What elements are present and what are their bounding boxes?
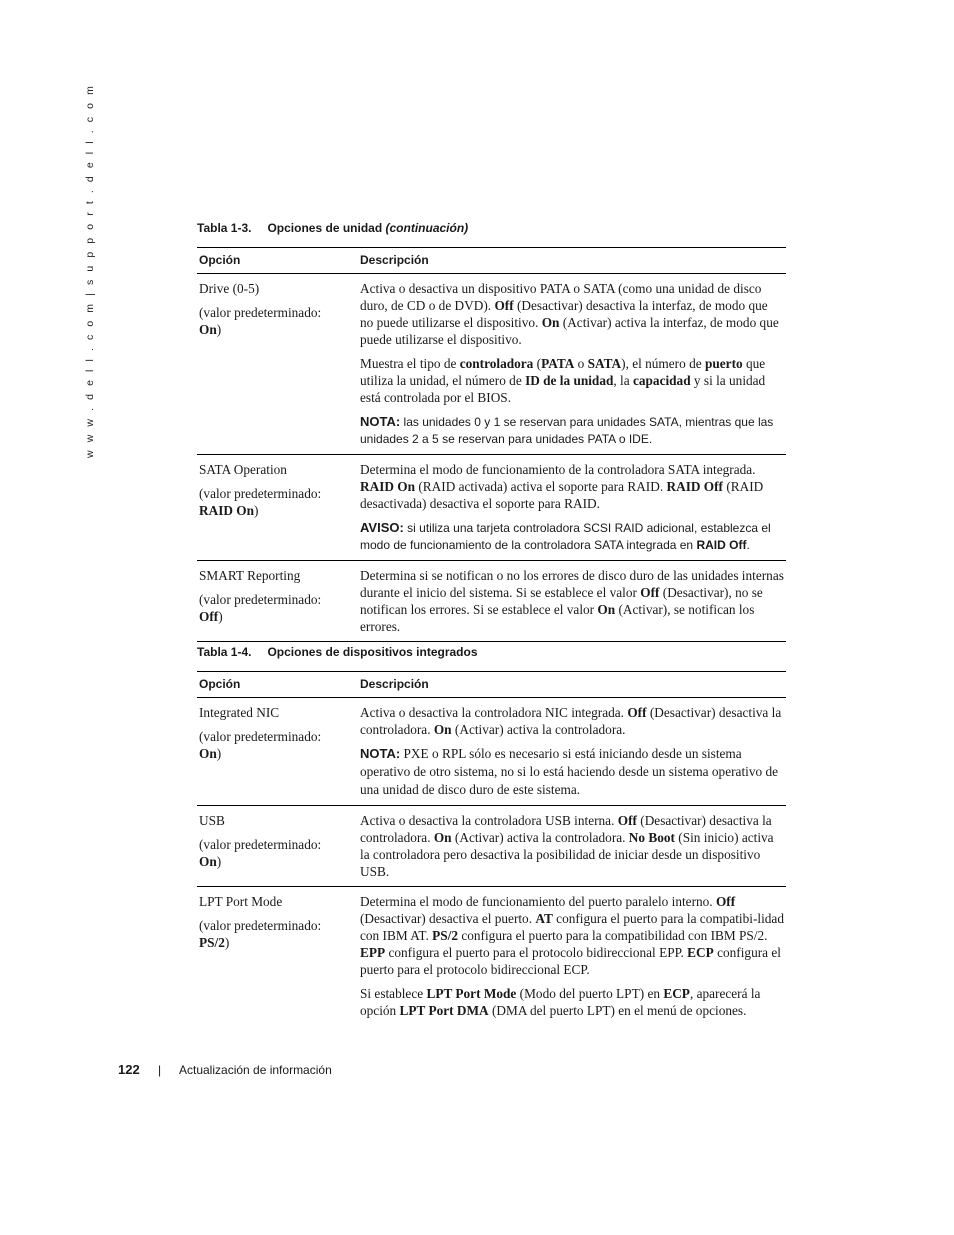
description-cell — [358, 806, 786, 887]
warning-note: AVISO: si utiliza una tarjeta controladora SCSI RAID adicional, establezca el modo de funcionamiento de la controladora SATA integrada en RAID Off. — [360, 520, 771, 552]
table2-col-option: Opción — [197, 672, 358, 698]
option-name: USB — [199, 813, 225, 828]
table1-col-description: Descripción — [358, 248, 786, 274]
table2-number: Tabla 1-4. — [197, 645, 252, 659]
description-para: Determina si se notifican o no los errores de disco duro de las unidades internas durante el inicio del sistema. Si se establece el valor Off (Desactivar), no se notifican los errores. Si se establece el valor On (Activar), se notifican los errores. — [360, 568, 784, 634]
description-para: Activa o desactiva la controladora USB interna. Off (Desactivar) desactiva la controladora. On (Activar) activa la controladora. No Boot (Sin inicio) activa la controladora pero desactiva la posibilidad de iniciar desde un dispositivo USB. — [360, 813, 774, 879]
default-value: On — [199, 322, 217, 337]
table-row — [197, 274, 786, 455]
option-default: (valor predeterminado: On) — [199, 729, 322, 761]
description-cell — [358, 455, 786, 561]
description-cell — [358, 274, 786, 455]
table1-col-option: Opción — [197, 248, 358, 274]
default-value: PS/2 — [199, 935, 225, 950]
note-label: NOTA: — [360, 414, 401, 429]
description-para: Activa o desactiva un dispositivo PATA o SATA (como una unidad de disco duro, de CD o de DVD). Off (Desactivar) desactiva la interfaz, de modo que no puede utilizarse el dispositivo. On (Activar) activa la interfaz, de modo que puede utilizarse el dispositivo. — [360, 281, 779, 347]
option-name: Drive (0-5) — [199, 281, 260, 296]
option-name: SATA Operation — [199, 462, 287, 477]
table-row — [197, 561, 786, 642]
default-value: RAID On — [199, 503, 255, 518]
side-url-text: w w w . d e l l . c o m | s u p p o r t . d e l l . c o m — [84, 83, 96, 458]
option-cell — [197, 698, 358, 806]
option-cell — [197, 561, 358, 642]
description-para: Determina el modo de funcionamiento de la controladora SATA integrada. RAID On (RAID activada) activa el soporte para RAID. RAID Off (RAID desactivada) desactiva el soporte para RAID. — [360, 462, 764, 511]
option-default: (valor predeterminado: On) — [199, 837, 322, 869]
description-cell — [358, 561, 786, 642]
footer-separator: | — [158, 1063, 162, 1077]
option-default: (valor predeterminado: Off) — [199, 592, 322, 624]
option-default: (valor predeterminado: RAID On) — [199, 486, 322, 518]
warning-label: AVISO: — [360, 520, 404, 535]
table2-title: Opciones de dispositivos integrados — [267, 645, 478, 659]
option-name: Integrated NIC — [199, 705, 280, 720]
default-value: Off — [199, 609, 219, 624]
table1-caption — [197, 221, 468, 235]
page-number: 122 — [118, 1062, 140, 1077]
option-name: SMART Reporting — [199, 568, 301, 583]
table-row — [197, 887, 786, 1026]
table-row — [197, 806, 786, 887]
default-value: On — [199, 854, 217, 869]
option-default: (valor predeterminado: PS/2) — [199, 918, 322, 950]
table1-number: Tabla 1-3. — [197, 221, 252, 235]
option-cell — [197, 887, 358, 1026]
description-para: Muestra el tipo de controladora (PATA o SATA), el número de puerto que utiliza la unidad, el número de ID de la unidad, la capacidad y si la unidad está controlada por el BIOS. — [360, 356, 766, 405]
table2-col-description: Descripción — [358, 672, 786, 698]
description-para: Activa o desactiva la controladora NIC integrada. Off (Desactivar) desactiva la controladora. On (Activar) activa la controladora. — [360, 705, 782, 737]
description-para: Si establece LPT Port Mode (Modo del puerto LPT) en ECP, aparecerá la opción LPT Port DMA (DMA del puerto LPT) en el menú de opciones. — [360, 986, 761, 1018]
table2 — [197, 671, 786, 1025]
table1-cont: (continuación) — [385, 221, 469, 235]
description-cell — [358, 698, 786, 806]
side-url — [82, 83, 102, 458]
option-name: LPT Port Mode — [199, 894, 283, 909]
table2-caption — [197, 645, 478, 659]
note-label: NOTA: — [360, 746, 401, 761]
table1 — [197, 247, 786, 642]
option-cell — [197, 274, 358, 455]
option-cell — [197, 806, 358, 887]
description-cell — [358, 887, 786, 1026]
note: NOTA: PXE o RPL sólo es necesario si está iniciando desde un sistema operativo de otro sistema, no si lo está haciendo desde un sistema operativo de una unidad de disco duro de este sistema. — [360, 746, 779, 797]
table2-header — [197, 672, 786, 698]
table-row — [197, 698, 786, 806]
option-cell — [197, 455, 358, 561]
description-para: Determina el modo de funcionamiento del puerto paralelo interno. Off (Desactivar) desactiva el puerto. AT configura el puerto para la compatibi-lidad con IBM AT. PS/2 configura el puerto para la compatibilidad con IBM PS/2. EPP configura el puerto para el protocolo bidireccional EPP. ECP configura el puerto para el protocolo bidireccional ECP. — [360, 894, 784, 977]
default-value: On — [199, 746, 217, 761]
table1-header — [197, 248, 786, 274]
table-row — [197, 455, 786, 561]
option-default: (valor predeterminado: On) — [199, 305, 322, 337]
table1-title: Opciones de unidad — [267, 221, 383, 235]
note: NOTA: las unidades 0 y 1 se reservan para unidades SATA, mientras que las unidades 2 a 5 se reservan para unidades PATA o IDE. — [360, 414, 774, 446]
footer-title: Actualización de información — [179, 1063, 332, 1077]
